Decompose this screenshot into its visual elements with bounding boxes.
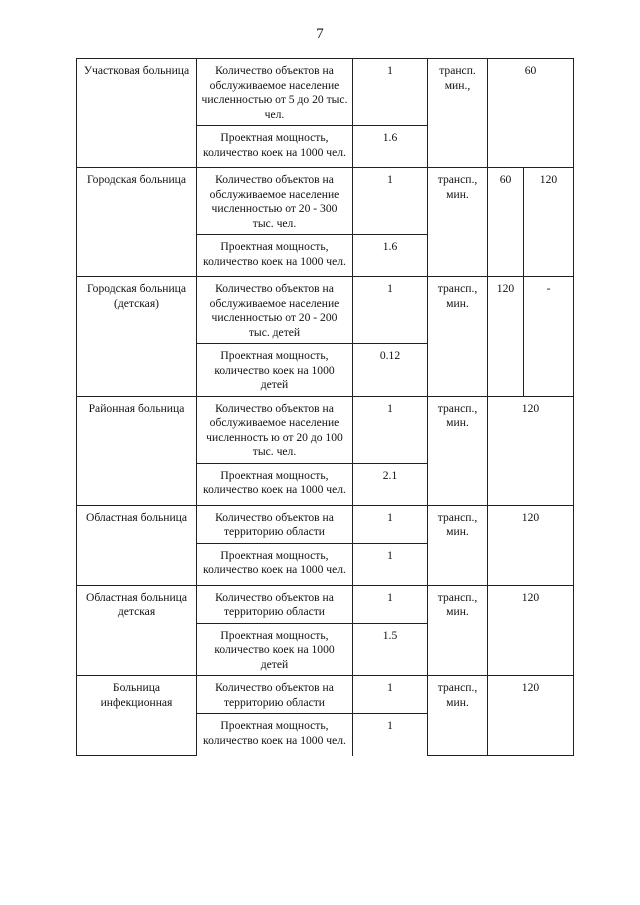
transport-label: трансп., мин. [428,505,488,585]
indicator-count: Количество объектов на обслуживаемое население численностью от 20 - 300 тыс. чел. [197,168,353,235]
capacity-value: 1.6 [353,126,428,168]
table-row [77,168,574,235]
transport-label: трансп. мин., [428,59,488,168]
indicator-capacity: Проектная мощность, количество коек на 1000 чел. [197,714,353,756]
transport-label: трансп., мин. [428,585,488,676]
access-value: 120 [524,168,574,277]
access-value: 120 [488,585,574,676]
indicator-capacity: Проектная мощность, количество коек на 1000 детей [197,344,353,397]
indicator-capacity: Проектная мощность, количество коек на 1000 чел. [197,126,353,168]
count-value: 1 [353,585,428,623]
table-row [77,585,574,623]
count-value: 1 [353,168,428,235]
capacity-value: 2.1 [353,463,428,505]
indicator-count: Количество объектов на обслуживаемое население численность ю от 20 до 100 тыс. чел. [197,396,353,463]
transport-label: трансп., мин. [428,676,488,756]
indicator-count: Количество объектов на обслуживаемое население численностью от 20 - 200 тыс. детей [197,277,353,344]
indicator-capacity: Проектная мощность, количество коек на 1000 чел. [197,463,353,505]
capacity-value: 1 [353,714,428,756]
count-value: 1 [353,396,428,463]
count-value: 1 [353,59,428,126]
table-row [77,505,574,543]
indicator-count: Количество объектов на территорию области [197,585,353,623]
table-row [77,396,574,463]
hospital-norms-table [76,58,574,756]
indicator-capacity: Проектная мощность, количество коек на 1000 чел. [197,235,353,277]
table-row [77,277,574,344]
page-number: 7 [316,26,324,42]
capacity-value: 1.6 [353,235,428,277]
facility-name: Больница инфекционная [77,676,197,756]
facility-name: Городская больница [77,168,197,277]
capacity-value: 1.5 [353,623,428,676]
facility-name: Участковая больница [77,59,197,168]
access-value: 120 [488,676,574,756]
table-row [77,59,574,126]
indicator-count: Количество объектов на территорию области [197,505,353,543]
access-value: 120 [488,505,574,585]
indicator-capacity: Проектная мощность, количество коек на 1000 чел. [197,543,353,585]
indicator-count: Количество объектов на обслуживаемое население численностью от 5 до 20 тыс. чел. [197,59,353,126]
access-value: 120 [488,396,574,505]
transport-label: трансп., мин. [428,168,488,277]
facility-name: Районная больница [77,396,197,505]
transport-label: трансп., мин. [428,396,488,505]
table-row [77,676,574,714]
count-value: 1 [353,277,428,344]
indicator-count: Количество объектов на территорию области [197,676,353,714]
indicator-capacity: Проектная мощность, количество коек на 1000 детей [197,623,353,676]
access-value: 120 [488,277,524,397]
capacity-value: 1 [353,543,428,585]
access-value: - [524,277,574,397]
transport-label: трансп., мин. [428,277,488,397]
access-value: 60 [488,59,574,168]
access-value: 60 [488,168,524,277]
facility-name: Областная больница детская [77,585,197,676]
count-value: 1 [353,676,428,714]
count-value: 1 [353,505,428,543]
facility-name: Городская больница (детская) [77,277,197,397]
facility-name: Областная больница [77,505,197,585]
capacity-value: 0.12 [353,344,428,397]
